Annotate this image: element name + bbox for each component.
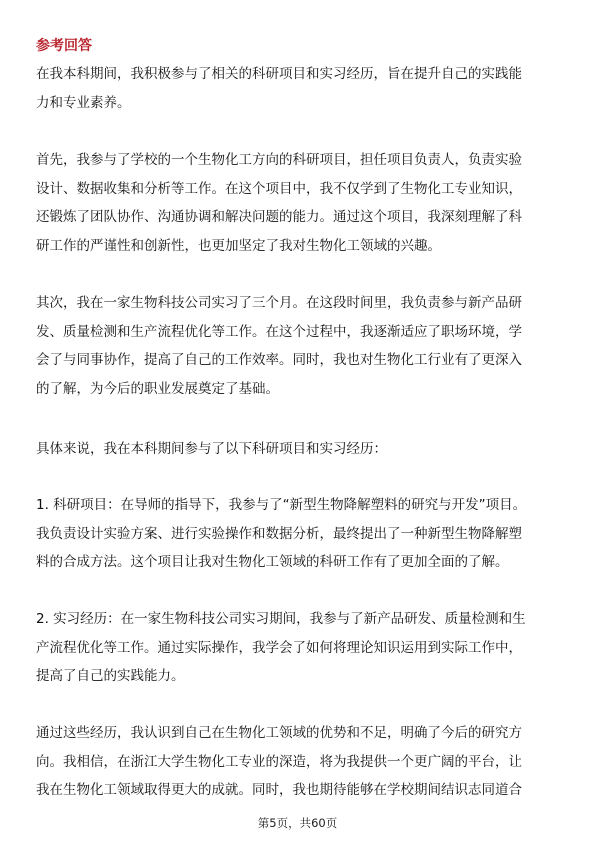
paragraph-details-intro [36, 435, 559, 464]
text-line: 研工作的严谨性和创新性，也更加坚定了我对生物化工领域的兴趣。 [36, 237, 441, 254]
text-line: 力和专业素养。 [36, 94, 131, 111]
paragraph-research-project [36, 146, 559, 260]
text-line: 还锻炼了团队协作、沟通协调和解决问题的能力。通过这个项目，我深刻理解了科 [36, 209, 522, 225]
text-line: 会了与同事协作，提高了自己的工作效率。同时，我也对生物化工行业有了更深入 [36, 352, 522, 368]
text-line: 我在生物化工领域取得更大的成就。同时，我也期待能够在学校期间结识志同道合 [36, 782, 522, 798]
text-line: 向。我相信，在浙江大学生物化工专业的深造，将为我提供一个更广阔的平台，让 [36, 753, 522, 770]
paragraph-item-research [36, 491, 559, 577]
text-line: 发、质量检测和生产流程优化等工作。在这个过程中，我逐渐适应了职场环境，学 [36, 323, 522, 340]
text-line: 具体来说，我在本科期间参与了以下科研项目和实习经历： [36, 441, 387, 457]
text-line: 1. 科研项目：在导师的指导下，我参与了“新型生物降解塑料的研究与开发”项目。 [36, 497, 527, 513]
text-line: 产流程优化等工作。通过实际操作，我学会了如何将理论知识运用到实际工作中， [36, 639, 522, 656]
paragraph-intro [36, 60, 559, 117]
text-line: 我负责设计实验方案、进行实验操作和数据分析，最终提出了一种新型生物降解塑 [36, 525, 522, 542]
text-line: 料的合成方法。这个项目让我对生物化工领域的科研工作有了更加全面的了解。 [36, 554, 509, 570]
paragraph-conclusion [36, 719, 559, 805]
text-line: 其次，我在一家生物科技公司实习了三个月。在这段时间里，我负责参与新产品研 [36, 295, 522, 311]
text-line: 2. 实习经历：在一家生物科技公司实习期间，我参与了新产品研发、质量检测和生 [36, 611, 526, 627]
text-line: 在我本科期间，我积极参与了相关的科研项目和实习经历，旨在提升自己的实践能 [36, 66, 522, 82]
text-line: 设计、数据收集和分析等工作。在这个项目中，我不仅学到了生物化工专业知识， [36, 180, 522, 197]
text-line: 首先，我参与了学校的一个生物化工方向的科研项目，担任项目负责人，负责实验 [36, 152, 522, 168]
text-line: 提高了自己的实践能力。 [36, 668, 185, 684]
page-footer: 第5页，共60页 [257, 816, 338, 830]
paragraph-internship [36, 289, 559, 403]
paragraph-item-internship [36, 605, 559, 691]
section-heading: 参考回答 [36, 38, 92, 54]
text-line: 通过这些经历，我认识到自己在生物化工领域的优势和不足，明确了今后的研究方 [36, 725, 522, 741]
text-line: 的了解，为今后的职业发展奠定了基础。 [36, 380, 279, 397]
